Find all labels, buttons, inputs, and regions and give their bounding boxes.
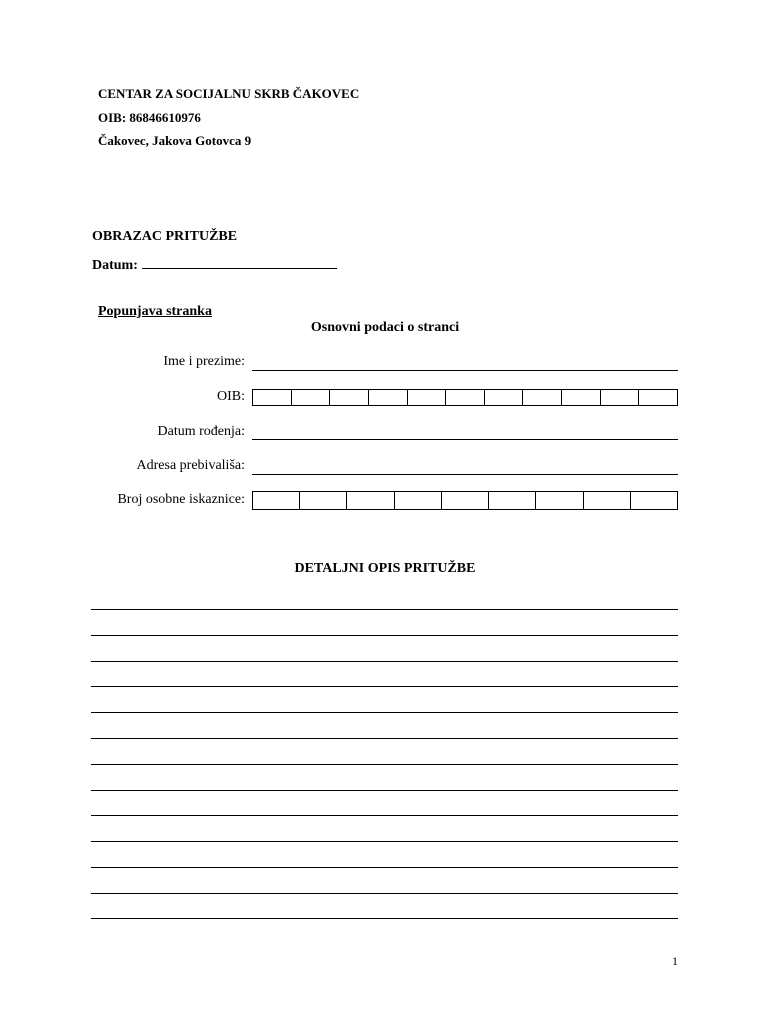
name-label: Ime i prezime: — [163, 354, 245, 369]
description-line[interactable] — [91, 893, 678, 894]
date-field[interactable] — [142, 255, 337, 269]
id-card-box[interactable] — [631, 492, 677, 509]
description-line[interactable] — [91, 790, 678, 791]
description-heading: DETALJNI OPIS PRITUŽBE — [294, 561, 476, 576]
id-card-box[interactable] — [395, 492, 442, 509]
id-card-box[interactable] — [584, 492, 631, 509]
description-line[interactable] — [91, 918, 678, 919]
oib-box[interactable] — [523, 390, 562, 405]
address-field[interactable] — [252, 474, 678, 475]
institution-name: CENTAR ZA SOCIJALNU SKRB ČAKOVEC — [98, 86, 360, 101]
oib-box[interactable] — [485, 390, 524, 405]
description-line[interactable] — [91, 635, 678, 636]
id-card-box[interactable] — [489, 492, 536, 509]
description-line[interactable] — [91, 686, 678, 687]
birth-date-label: Datum rođenja: — [157, 424, 245, 439]
description-line[interactable] — [91, 738, 678, 739]
id-card-box[interactable] — [347, 492, 394, 509]
oib-box[interactable] — [253, 390, 292, 405]
form-title: OBRAZAC PRITUŽBE — [92, 229, 238, 244]
oib-box[interactable] — [330, 390, 369, 405]
id-card-box[interactable] — [253, 492, 300, 509]
id-card-box[interactable] — [300, 492, 347, 509]
description-line[interactable] — [91, 661, 678, 662]
page-number: 1 — [672, 954, 678, 968]
birth-date-field[interactable] — [252, 439, 678, 440]
oib-box[interactable] — [292, 390, 331, 405]
description-line[interactable] — [91, 712, 678, 713]
oib-box[interactable] — [408, 390, 447, 405]
oib-box[interactable] — [639, 390, 677, 405]
description-line[interactable] — [91, 867, 678, 868]
description-line[interactable] — [91, 815, 678, 816]
description-line[interactable] — [91, 764, 678, 765]
institution-oib: OIB: 86846610976 — [98, 110, 201, 125]
id-card-label: Broj osobne iskaznice: — [117, 492, 245, 507]
address-label: Adresa prebivališa: — [136, 458, 245, 473]
section-heading: Popunjava stranka — [98, 304, 212, 319]
description-line[interactable] — [91, 841, 678, 842]
oib-box[interactable] — [562, 390, 601, 405]
id-card-boxes[interactable] — [252, 491, 678, 510]
oib-label: OIB: — [217, 389, 245, 404]
oib-box[interactable] — [369, 390, 408, 405]
oib-box[interactable] — [446, 390, 485, 405]
date-row — [92, 255, 337, 274]
section-subtitle: Osnovni podaci o stranci — [310, 320, 460, 335]
date-label: Datum: — [92, 258, 138, 273]
name-field[interactable] — [252, 370, 678, 371]
id-card-box[interactable] — [442, 492, 489, 509]
oib-box[interactable] — [601, 390, 640, 405]
description-line[interactable] — [91, 609, 678, 610]
oib-boxes[interactable] — [252, 389, 678, 406]
institution-address: Čakovec, Jakova Gotovca 9 — [98, 133, 252, 148]
id-card-box[interactable] — [536, 492, 583, 509]
